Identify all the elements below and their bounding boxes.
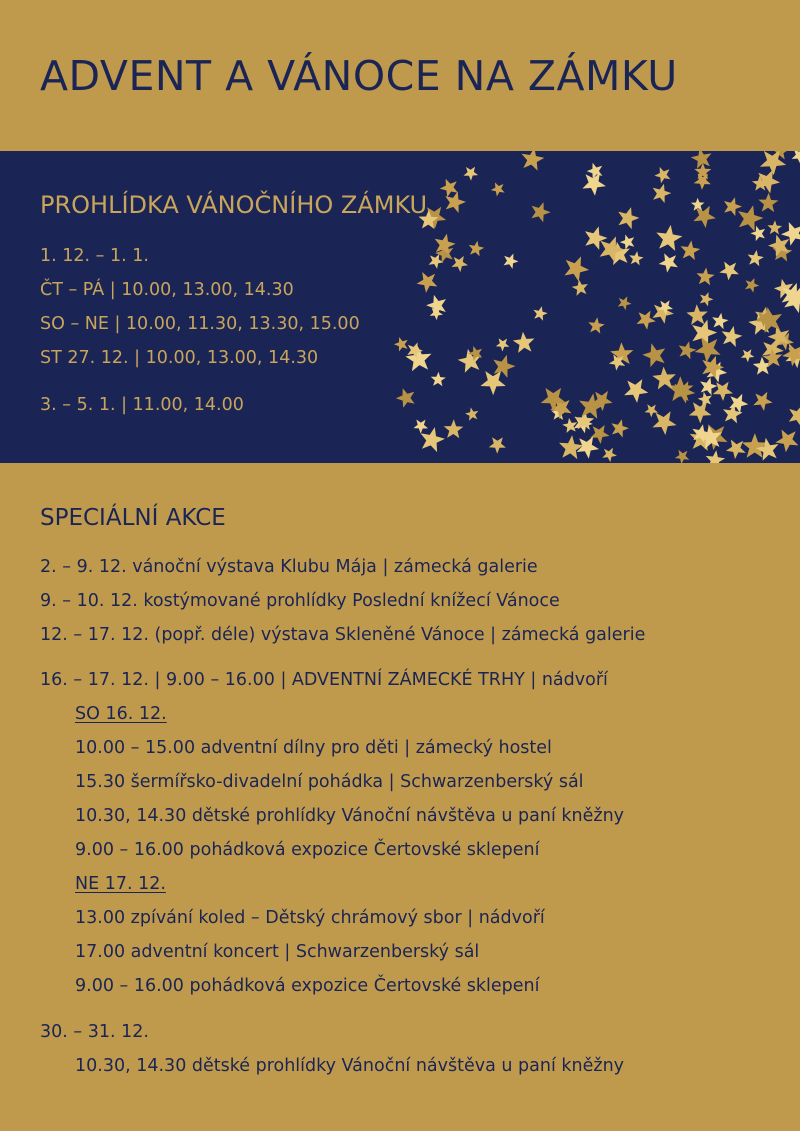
event-item-market: 16. – 17. 12. | 9.00 – 16.00 | ADVENTNÍ ZÁMECKÉ TRHY | nádvoří (40, 670, 608, 690)
star-icon (691, 151, 712, 169)
star-icon (654, 167, 670, 183)
star-icon (394, 337, 408, 352)
event-item: 2. – 9. 12. vánoční výstava Klubu Mája | zámecká galerie (40, 557, 538, 577)
star-icon (444, 419, 464, 438)
star-icon (564, 256, 589, 281)
star-icon (611, 419, 629, 437)
star-icon (504, 254, 519, 269)
event-subitem: 9.00 – 16.00 pohádková expozice Čertovské sklepení (75, 976, 540, 996)
star-icon (789, 405, 800, 426)
star-icon (429, 254, 444, 269)
star-icon (513, 332, 535, 353)
event-item: 9. – 10. 12. kostýmované prohlídky Poslední knížecí Vánoce (40, 591, 560, 611)
star-icon (431, 372, 446, 387)
tour-hours-jan: 3. – 5. 1. | 11.00, 14.00 (40, 395, 244, 415)
event-subitem: 10.30, 14.30 dětské prohlídky Vánoční návštěva u paní kněžny (75, 1056, 625, 1076)
event-item-dates: 30. – 31. 12. (40, 1022, 149, 1042)
star-icon (741, 349, 755, 362)
event-subitem: 17.00 adventní koncert | Schwarzenberský sál (75, 942, 480, 962)
star-icon (748, 250, 764, 266)
tour-hours-weekend: SO – NE | 10.00, 11.30, 13.30, 15.00 (40, 314, 360, 334)
star-icon (753, 392, 772, 411)
star-icon (522, 151, 545, 171)
star-icon (642, 343, 665, 367)
star-icon (496, 338, 510, 351)
star-icon (413, 420, 428, 434)
star-icon (588, 317, 604, 333)
star-icon (602, 448, 617, 463)
tour-dates: 1. 12. – 1. 1. (40, 246, 149, 266)
star-icon (489, 437, 506, 454)
star-icon (693, 206, 716, 228)
star-icon (531, 202, 550, 222)
star-icon (745, 278, 759, 293)
star-icon (713, 382, 733, 401)
star-icon (758, 193, 778, 212)
star-icon (629, 251, 643, 265)
star-icon (618, 296, 632, 310)
star-icon (618, 207, 639, 229)
star-icon (452, 256, 469, 272)
tour-banner (0, 151, 800, 463)
star-icon (792, 151, 800, 164)
event-item: 12. – 17. 12. (popř. déle) výstava Skleněné Vánoce | zámecká galerie (40, 625, 646, 645)
star-icon (712, 313, 728, 330)
star-icon (706, 450, 725, 463)
star-icon (719, 262, 738, 281)
star-icon (417, 272, 438, 293)
page-title: ADVENT A VÁNOCE NA ZÁMKU (40, 52, 678, 100)
star-icon (590, 425, 609, 444)
star-icon (572, 280, 588, 296)
star-icon (652, 411, 676, 435)
star-icon (702, 356, 724, 379)
event-subitem: 10.30, 14.30 dětské prohlídky Vánoční návštěva u paní kněžny (75, 806, 625, 826)
day-heading-saturday: SO 16. 12. (75, 704, 167, 724)
star-icon (637, 311, 656, 330)
star-icon (396, 388, 415, 408)
star-icon (562, 418, 577, 433)
star-icon (722, 326, 743, 347)
tour-hours-thu-fri: ČT – PÁ | 10.00, 13.00, 14.30 (40, 280, 294, 300)
star-icon (697, 268, 715, 286)
star-icon (426, 295, 446, 316)
star-icon (609, 354, 625, 370)
star-icon (421, 427, 446, 452)
star-icon (767, 220, 782, 234)
tour-hours-wed-27: ST 27. 12. | 10.00, 13.00, 14.30 (40, 348, 319, 368)
star-icon (620, 235, 635, 250)
special-events-heading: SPECIÁLNÍ AKCE (40, 505, 226, 531)
event-subitem: 9.00 – 16.00 pohádková expozice Čertovské sklepení (75, 840, 540, 860)
star-icon (464, 167, 479, 181)
star-icon (775, 430, 798, 453)
star-icon (491, 182, 505, 196)
star-icon (724, 197, 742, 216)
star-icon (656, 225, 682, 251)
star-icon (624, 379, 648, 403)
event-subitem: 15.30 šermířsko-divadelní pohádka | Schwarzenberský sál (75, 772, 584, 792)
star-icon (689, 402, 712, 424)
star-icon (679, 341, 697, 359)
star-icon (738, 205, 763, 231)
star-icon (659, 253, 678, 272)
star-icon (726, 440, 746, 460)
event-subitem: 10.00 – 15.00 adventní dílny pro děti | zámecký hostel (75, 738, 552, 758)
star-icon (686, 304, 707, 325)
day-heading-sunday: NE 17. 12. (75, 874, 166, 894)
tour-heading: PROHLÍDKA VÁNOČNÍHO ZÁMKU (40, 191, 428, 219)
star-icon (465, 407, 478, 420)
star-icon (681, 240, 701, 260)
event-subitem: 13.00 zpívání koled – Dětský chrámový sbor | nádvoří (75, 908, 545, 928)
star-icon (480, 371, 505, 395)
star-icon (645, 404, 659, 417)
star-icon (756, 438, 779, 461)
star-icon (533, 306, 547, 321)
star-icon (577, 437, 600, 459)
star-icon (469, 241, 485, 257)
star-icon (675, 450, 690, 463)
star-icon (653, 184, 672, 203)
star-icon (700, 292, 714, 306)
star-icon (440, 179, 458, 198)
